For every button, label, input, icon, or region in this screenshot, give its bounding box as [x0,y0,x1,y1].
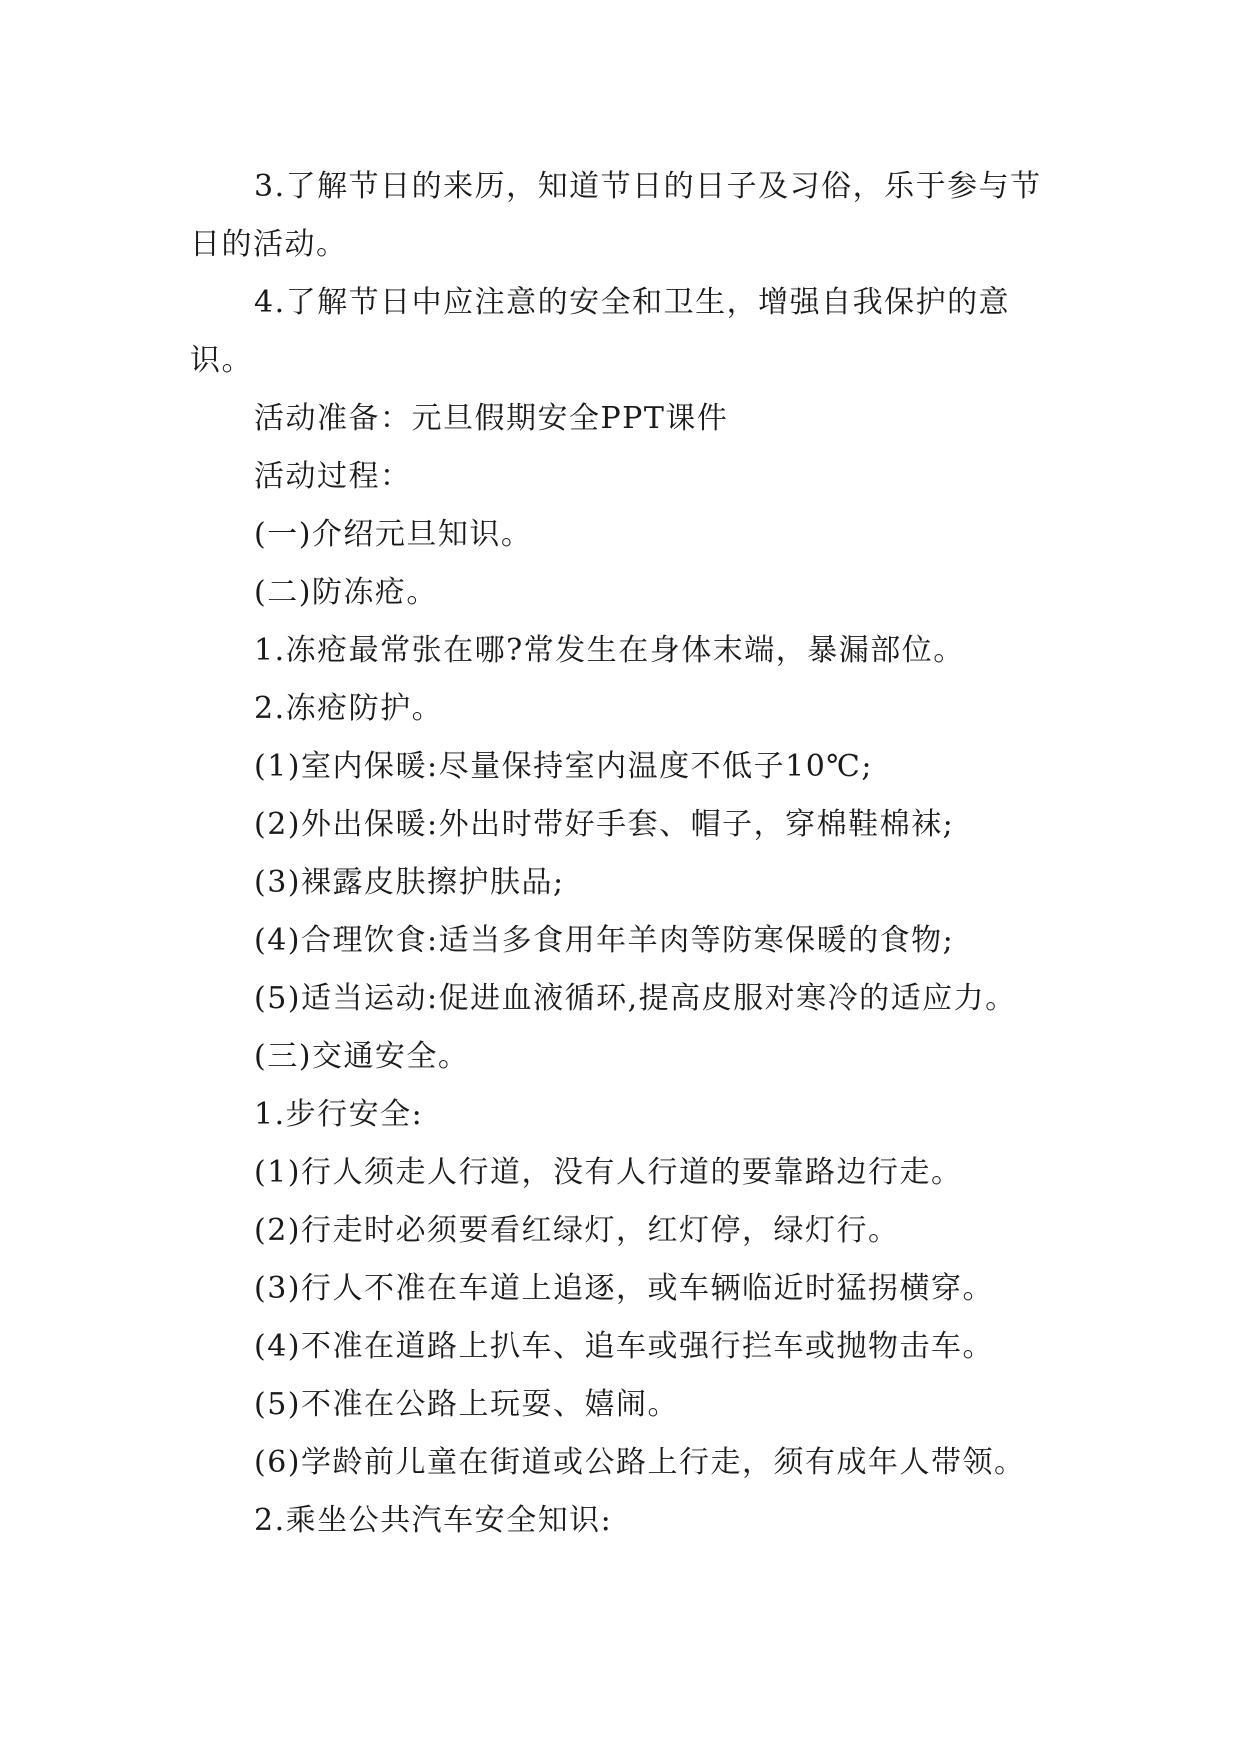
list-item: (1)行人须走人行道，没有人行道的要靠路边行走。 [254,1155,963,1190]
list-item: (5)不准在公路上玩耍、嬉闹。 [254,1387,679,1422]
list-item: 1.步行安全: [254,1097,424,1132]
paragraph-process-heading: 活动过程： [254,459,412,494]
list-item: (3)行人不准在车道上追逐，或车辆临近时猛拐横穿。 [254,1271,994,1306]
list-item: (5)适当运动:促进血液循环,提高皮服对寒冷的适应力。 [254,981,1017,1016]
list-item: (2)外出保暖:外出时带好手套、帽子，穿棉鞋棉袜; [254,807,955,842]
section-heading-1: (一)介绍元旦知识。 [254,517,533,552]
paragraph-preparation: 活动准备：元旦假期安全PPT课件 [254,401,729,436]
list-item: 1.冻疮最常张在哪?常发生在身体末端，暴漏部位。 [254,633,965,668]
section-heading-2: (二)防冻疮。 [254,575,438,610]
list-item: (1)室内保暖:尽量保持室内温度不低子10℃; [254,749,873,784]
list-item: (4)合理饮食:适当多食用年羊肉等防寒保暖的食物; [254,923,955,958]
paragraph-goal-4: 4.了解节日中应注意的安全和卫生，增强自我保护的意识。 [190,285,1011,378]
list-item: (2)行走时必须要看红绿灯，红灯停，绿灯行。 [254,1213,900,1248]
section-heading-3: (三)交通安全。 [254,1039,470,1074]
paragraph-goal-3: 3.了解节日的来历，知道节日的日子及习俗，乐于参与节日的活动。 [190,169,1042,262]
document-body [190,158,1050,1550]
list-item: (4)不准在道路上扒车、追车或强行拦车或抛物击车。 [254,1329,994,1364]
list-item: 2.冻疮防护。 [254,691,444,726]
list-item: (6)学龄前儿童在街道或公路上行走，须有成年人带领。 [254,1445,1026,1480]
list-item: (3)裸露皮肤擦护肤品; [254,865,565,900]
list-item: 2.乘坐公共汽车安全知识: [254,1503,613,1538]
